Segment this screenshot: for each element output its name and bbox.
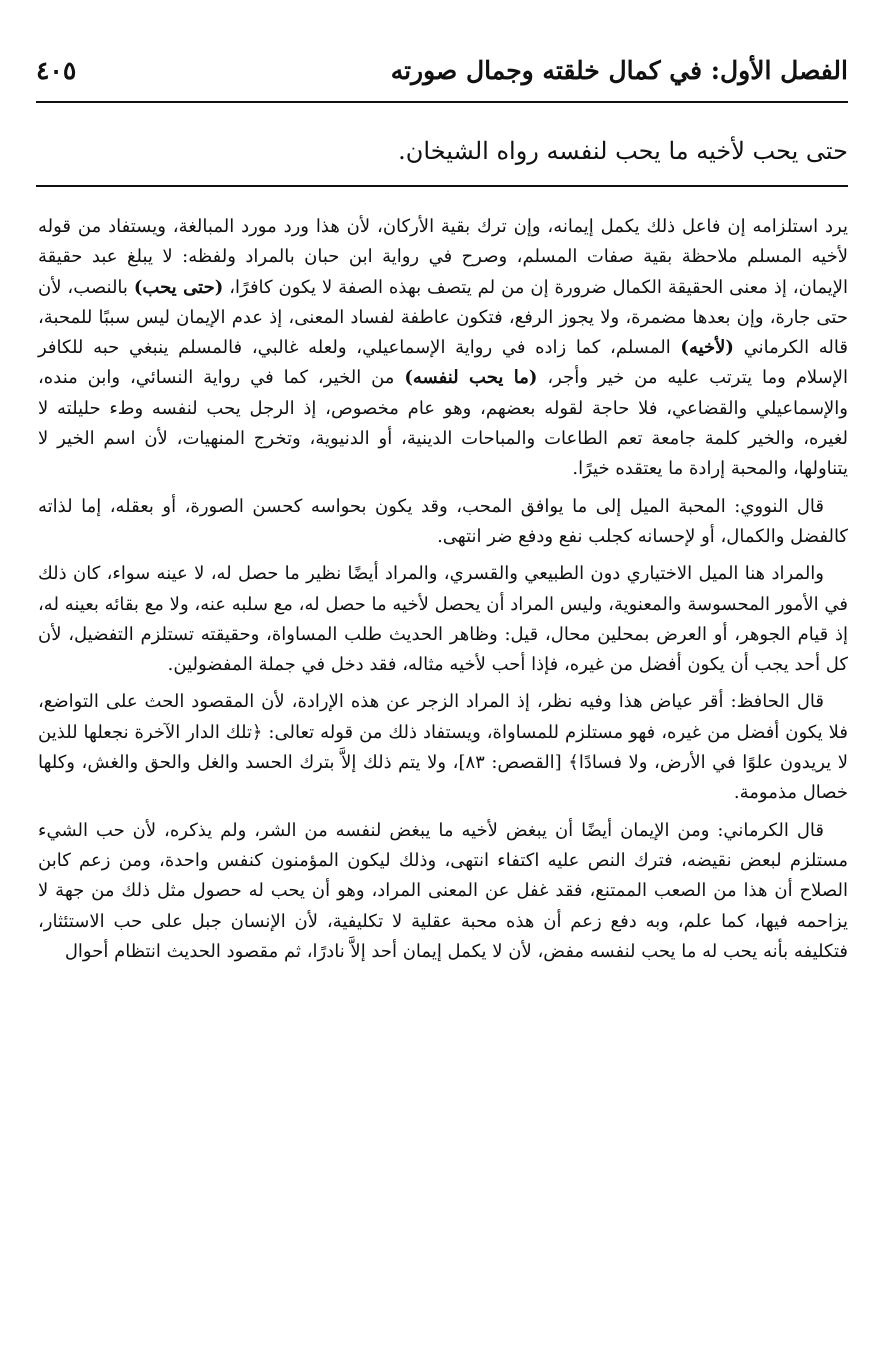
text-segment: يرد استلزامه إن فاعل ذلك يكمل إيمانه، وإن ترك بقية الأركان، لأن هذا ورد مورد المبالغة، ويستفاد من قوله لأخيه المسلم ملاحظة بقية صفات المسلم، وصرح في رواية ابن حبان بالمراد ولفظه: لا يبلغ عبد حقيقة الإيمان، إذ معنى الحقيقة الكمال ضرورة إن من لم يتصف بهذه الصفة لا يكون كافرًا، — [38, 216, 848, 298]
paragraph — [38, 687, 848, 808]
page-number: ٤٠٥ — [36, 56, 77, 85]
separator-rule — [36, 185, 848, 187]
running-header — [36, 52, 848, 98]
text-segment: المسلم، كما زاده في رواية الإسماعيلي، ولعله غالبي، فالمسلم ينبغي حبه للكافر الإسلام وما يترتب عليه من خير وأجر، — [38, 337, 848, 389]
paragraph — [38, 559, 848, 680]
paragraph — [38, 492, 848, 553]
text-segment: قال النووي: المحبة الميل إلى ما يوافق المحب، وقد يكون بحواسه كحسن الصورة، أو بعقله، إما لذاته كالفضل والكمال، أو لإحسانه كجلب نفع ودفع ضر انتهى. — [38, 495, 848, 547]
text-segment: قال الكرماني: ومن الإيمان أيضًا أن يبغض لأخيه ما يبغض لنفسه من الشر، ولم يذكره، لأن حب الشيء مستلزم لبعض نقيضه، فترك النص عليه اكتفاء انتهى، وذلك ليكون المؤمنون كنفس واحدة، ومن زعم كابن الصلاح أن هذا من الصعب الممتنع، فقد غفل عن المعنى المراد، وهو أن يحب له حصول مثل ذلك من جهة لا يزاحمه فيها، كما علم، وبه دفع زعم أن هذه محبة عقلية لا تكليفية، لأن الإنسان جبل على حب الاستئثار، فتكليفه بأنه يحب له ما يحب لنفسه مفض، لأن لا يكمل إيمان أحد إلاَّ نادرًا، ثم مقصود الحديث انتظام أحوال — [38, 819, 848, 962]
text-segment: بالنصب، لأن حتى جارة، وإن بعدها مضمرة، ولا يجوز الرفع، فتكون عاطفة لفساد المعنى، إذ عدم الإيمان ليس سببًا للمحبة، قاله الكرماني — [38, 276, 848, 359]
hadith-text: حتى يحب لأخيه ما يحب لنفسه رواه الشيخان. — [398, 137, 848, 165]
bold-phrase: (لأخيه) — [680, 337, 734, 359]
bold-phrase: (ما يحب لنفسه) — [404, 367, 538, 389]
bold-phrase: (حتى يحب) — [133, 276, 224, 298]
text-segment: قال الحافظ: أقر عياض هذا وفيه نظر، إذ المراد الزجر عن هذه الإرادة، لأن المقصود الحث على التواضع، فلا يكون أفضل من غيره، فهو مستلزم للمساواة، ويستفاد ذلك من قوله تعالى: ﴿تلك الدار الآخرة نجعلها للذين لا يريدون علوًا في الأرض، ولا فسادًا﴾ [القصص: ٨٣]، ولا يتم ذلك إلاَّ بترك الحسد والغل والحق والغش، وكلها خصال مذمومة. — [38, 691, 848, 804]
text-segment: من الخير، كما في رواية النسائي، وابن منده، والإسماعيلي والقضاعي، فلا حاجة لقوله بعضهم، وهو عام مخصوص، إذ الرجل يحب لنفسه وطء حليلته لا لغيره، والخير كلمة جامعة تعم الطاعات والمباحات الدينية، أو الدنيوية، وتخرج المنهيات، لأن اسم الخير لا يتناولها، والمحبة إرادة ما يعتقده خيرًا. — [38, 367, 848, 480]
commentary-body — [38, 212, 848, 974]
text-segment: والمراد هنا الميل الاختياري دون الطبيعي والقسري، والمراد أيضًا نظير ما حصل له، لا عينه سواء، كان ذلك في الأمور المحسوسة والمعنوية، وليس المراد أن يحصل لأخيه ما حصل له، مع سلبه عنه، ولا مع بقائه بعينه له، إذ قيام الجوهر، أو العرض بمحلين محال، قيل: وظاهر الحديث طلب المساواة، وحقيقته تستلزم التفضيل، لأن كل أحد يجب أن يكون أفضل من غيره، فإذا أحب لأخيه مثاله، فقد دخل في جملة المفضولين. — [38, 563, 848, 676]
paragraph — [38, 816, 848, 967]
chapter-title: الفصل الأول: في كمال خلقته وجمال صورته — [390, 56, 848, 85]
paragraph — [38, 212, 848, 485]
header-rule — [36, 101, 848, 103]
